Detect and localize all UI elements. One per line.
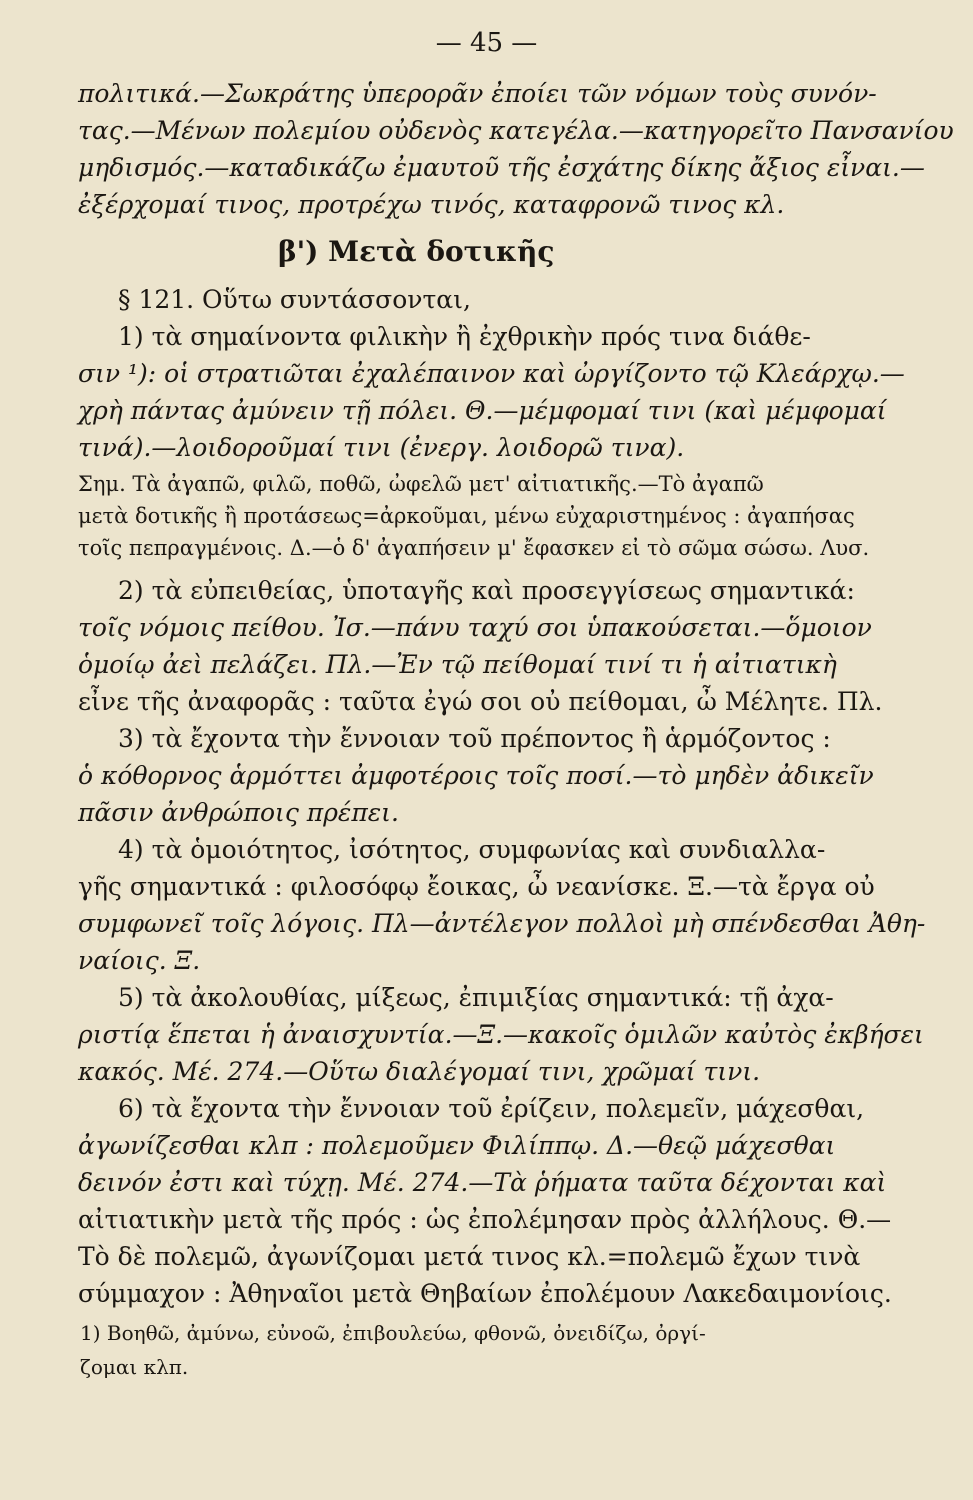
text-line: γῆς σημαντικά : φιλοσόφῳ ἔοικας, ὦ νεανίσκε. Ξ.—τὰ ἔργα οὐ	[78, 872, 875, 901]
page-body	[78, 75, 954, 1312]
footnote-line: 1) Βοηθῶ, ἀμύνω, εὐνοῶ, ἐπιβουλεύω, φθονῶ, ὀνειδίζω, ὀργί-	[80, 1321, 706, 1345]
remark-note	[78, 468, 878, 564]
text-line: 5) τὰ ἀκολουθίας, μίξεως, ἐπιμιξίας σημαντικά: τῇ ἀχα-	[118, 983, 834, 1012]
text-line: συμφωνεῖ τοῖς λόγοις. Πλ—ἀντέλεγον πολλοὶ μὴ σπένδεσθαι Ἀθη-	[78, 909, 926, 938]
text-line: ἀγωνίζεσθαι κλπ : πολεμοῦμεν Φιλίππῳ. Δ.—θεῷ μάχεσθαι	[78, 1131, 836, 1160]
text-line: αἰτιατικὴν μετὰ τῆς πρός : ὡς ἐπολέμησαν πρὸς ἀλλήλους. Θ.—	[78, 1205, 892, 1234]
text-line: τοῖς νόμοις πείθου. Ἰσ.—πάνυ ταχύ σοι ὑπακούσεται.—ὅμοιον	[78, 613, 872, 642]
text-line: ριστίᾳ ἕπεται ἡ ἀναισχυντία.—Ξ.—κακοῖς ὁμιλῶν καὐτὸς ἐκβήσει	[78, 1020, 924, 1049]
note-line: τοῖς πεπραγμένοις. Δ.—ὁ δ' ἀγαπήσειν μ' ἔφασκεν εἰ τὸ σῶμα σώσω. Λυσ.	[78, 536, 870, 560]
text-line: τας.—Μένων πολεμίου οὐδενὸς κατεγέλα.—κατηγορεῖτο Πανσανίου	[78, 116, 954, 145]
note-line: μετὰ δοτικῆς ἢ προτάσεως=ἀρκοῦμαι, μένω εὐχαριστημένος : ἀγαπήσας	[78, 504, 855, 528]
section-heading: β') Μετὰ δοτικῆς	[278, 235, 555, 268]
text-line: 6) τὰ ἔχοντα τὴν ἔννοιαν τοῦ ἐρίζειν, πολεμεῖν, μάχεσθαι,	[118, 1094, 865, 1123]
note-line: Σημ. Τὰ ἀγαπῶ, φιλῶ, ποθῶ, ὠφελῶ μετ' αἰτιατικῆς.—Τὸ ἀγαπῶ	[78, 472, 764, 496]
paragraph-number: § 121. Οὕτω συντάσσονται,	[118, 285, 471, 314]
footnote	[80, 1316, 880, 1384]
text-line: χρὴ πάντας ἀμύνειν τῇ πόλει. Θ.—μέμφομαί τινι (καὶ μέμφομαί	[78, 396, 887, 425]
text-line: τινά).—λοιδοροῦμαί τινι (ἐνεργ. λοιδορῶ τινα).	[78, 433, 685, 462]
text-line: Τὸ δὲ πολεμῶ, ἀγωνίζομαι μετά τινος κλ.=πολεμῶ ἔχων τινὰ	[78, 1242, 861, 1271]
text-line: ὁ κόθορνος ἁρμόττει ἀμφοτέροις τοῖς ποσί.—τὸ μηδὲν ἀδικεῖν	[78, 761, 874, 790]
text-line: 2) τὰ εὐπειθείας, ὑποταγῆς καὶ προσεγγίσεως σημαντικά:	[118, 576, 855, 605]
page-number: — 45 —	[435, 28, 538, 58]
text-line: σύμμαχον : Ἀθηναῖοι μετὰ Θηβαίων ἐπολέμουν Λακεδαιμονίοις.	[78, 1279, 892, 1308]
text-line: κακός. Μέ. 274.—Οὕτω διαλέγομαί τινι, χρῶμαί τινι.	[78, 1057, 761, 1086]
text-line: σιν ¹): οἱ στρατιῶται ἐχαλέπαινον καὶ ὠργίζοντο τῷ Κλεάρχῳ.—	[78, 359, 905, 388]
text-line: πᾶσιν ἀνθρώποις πρέπει.	[78, 798, 399, 827]
text-line: δεινόν ἐστι καὶ τύχῃ. Μέ. 274.—Τὰ ῥήματα ταῦτα δέχονται καὶ	[78, 1168, 887, 1197]
text-line: ὁμοίῳ ἀεὶ πελάζει. Πλ.—Ἐν τῷ πείθομαί τινί τι ἡ αἰτιατικὴ	[78, 650, 837, 679]
text-line: 3) τὰ ἔχοντα τὴν ἔννοιαν τοῦ πρέποντος ἢ ἁρμόζοντος :	[118, 724, 831, 753]
text-line: εἶνε τῆς ἀναφορᾶς : ταῦτα ἐγώ σοι οὐ πείθομαι, ὦ Μέλητε. Πλ.	[78, 687, 883, 716]
text-line: 4) τὰ ὁμοιότητος, ἰσότητος, συμφωνίας καὶ συνδιαλλα-	[118, 835, 826, 864]
text-line: μηδισμός.—καταδικάζω ἐμαυτοῦ τῆς ἐσχάτης δίκης ἄξιος εἶναι.—	[78, 153, 925, 182]
text-line: ἐξέρχομαί τινος, προτρέχω τινός, καταφρονῶ τινος κλ.	[78, 190, 785, 219]
footnote-line: ζομαι κλπ.	[80, 1355, 189, 1379]
text-line: πολιτικά.—Σωκράτης ὑπερορᾶν ἐποίει τῶν νόμων τοὺς συνόν-	[78, 79, 877, 108]
text-line: ναίοις. Ξ.	[78, 946, 201, 975]
text-line: 1) τὰ σημαίνοντα φιλικὴν ἢ ἐχθρικὴν πρός τινα διάθε-	[118, 322, 811, 351]
